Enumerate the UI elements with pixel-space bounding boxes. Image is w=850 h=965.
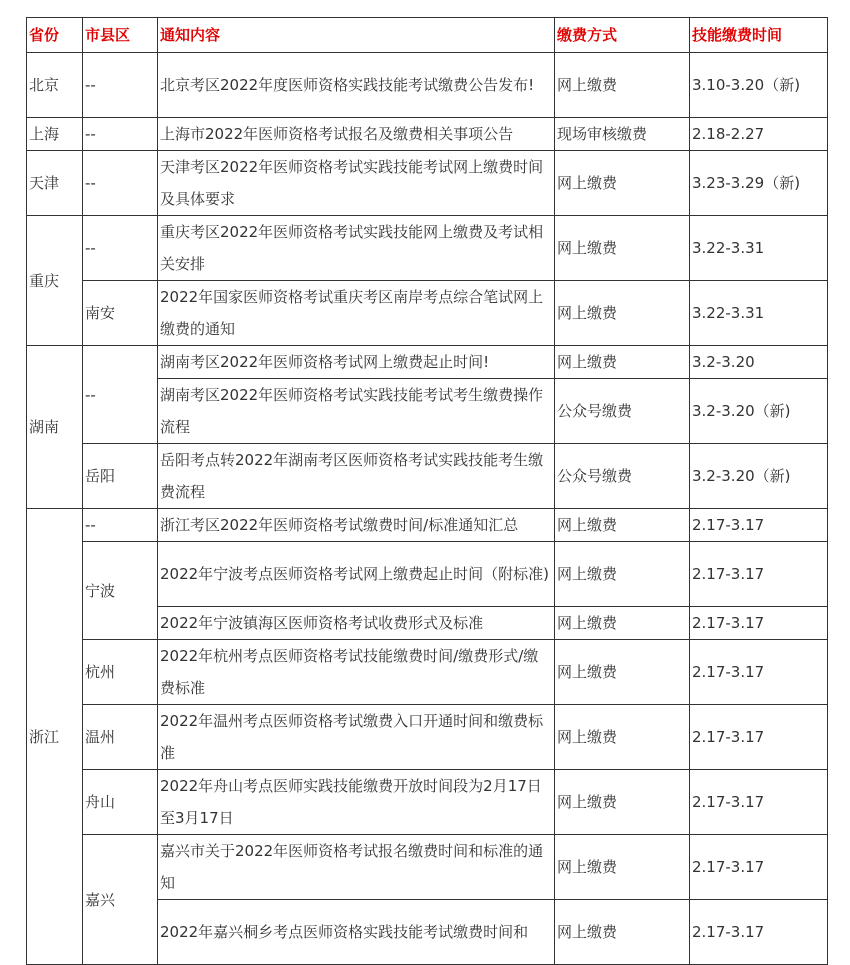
notice-link[interactable]: 2022年嘉兴桐乡考点医师资格实践技能考试缴费时间和 [158,900,555,965]
time-cell: 3.22-3.31 [690,281,828,346]
table-row [27,151,828,216]
time-cell: 2.17-3.17 [690,640,828,705]
time-cell: 2.17-3.17 [690,705,828,770]
district-cell: -- [83,118,158,151]
header-province: 省份 [27,18,83,53]
method-cell: 网上缴费 [555,770,690,835]
notice-link[interactable]: 浙江考区2022年医师资格考试缴费时间/标准通知汇总 [158,509,555,542]
method-cell: 网上缴费 [555,53,690,118]
time-cell: 3.2-3.20（新) [690,379,828,444]
district-cell: 南安 [83,281,158,346]
notice-link[interactable]: 湖南考区2022年医师资格考试网上缴费起止时间! [158,346,555,379]
method-cell: 公众号缴费 [555,444,690,509]
district-cell: 嘉兴 [83,835,158,965]
time-cell: 2.17-3.17 [690,542,828,607]
notice-link[interactable]: 天津考区2022年医师资格考试实践技能考试网上缴费时间及具体要求 [158,151,555,216]
method-cell: 公众号缴费 [555,379,690,444]
time-cell: 3.22-3.31 [690,216,828,281]
time-cell: 3.2-3.20 [690,346,828,379]
notice-link[interactable]: 2022年杭州考点医师资格考试技能缴费时间/缴费形式/缴费标准 [158,640,555,705]
province-cell: 天津 [27,151,83,216]
district-cell: -- [83,53,158,118]
time-cell: 3.10-3.20（新) [690,53,828,118]
header-time: 技能缴费时间 [690,18,828,53]
header-method: 缴费方式 [555,18,690,53]
district-cell: 温州 [83,705,158,770]
notice-link[interactable]: 2022年舟山考点医师实践技能缴费开放时间段为2月17日至3月17日 [158,770,555,835]
method-cell: 网上缴费 [555,542,690,607]
notice-link[interactable]: 湖南考区2022年医师资格考试实践技能考试考生缴费操作流程 [158,379,555,444]
method-cell: 网上缴费 [555,346,690,379]
method-cell: 网上缴费 [555,281,690,346]
table-row [27,216,828,281]
table-row [27,640,828,705]
method-cell: 现场审核缴费 [555,118,690,151]
method-cell: 网上缴费 [555,151,690,216]
time-cell: 2.17-3.17 [690,607,828,640]
method-cell: 网上缴费 [555,607,690,640]
table-row [27,346,828,379]
district-cell: 岳阳 [83,444,158,509]
notice-link[interactable]: 嘉兴市关于2022年医师资格考试报名缴费时间和标准的通知 [158,835,555,900]
method-cell: 网上缴费 [555,640,690,705]
time-cell: 3.2-3.20（新) [690,444,828,509]
fee-table [26,17,828,965]
table-row [27,509,828,542]
method-cell: 网上缴费 [555,509,690,542]
method-cell: 网上缴费 [555,216,690,281]
table-row [27,705,828,770]
district-cell: 杭州 [83,640,158,705]
notice-link[interactable]: 2022年宁波考点医师资格考试网上缴费起止时间（附标准) [158,542,555,607]
header-row [27,18,828,53]
district-cell: -- [83,509,158,542]
method-cell: 网上缴费 [555,835,690,900]
district-cell: 舟山 [83,770,158,835]
notice-link[interactable]: 2022年国家医师资格考试重庆考区南岸考点综合笔试网上缴费的通知 [158,281,555,346]
district-cell: -- [83,346,158,444]
notice-link[interactable]: 2022年宁波镇海区医师资格考试收费形式及标准 [158,607,555,640]
notice-link[interactable]: 岳阳考点转2022年湖南考区医师资格考试实践技能考生缴费流程 [158,444,555,509]
province-cell: 浙江 [27,509,83,965]
table-row [27,444,828,509]
time-cell: 2.17-3.17 [690,770,828,835]
notice-link[interactable]: 上海市2022年医师资格考试报名及缴费相关事项公告 [158,118,555,151]
time-cell: 3.23-3.29（新) [690,151,828,216]
time-cell: 2.18-2.27 [690,118,828,151]
district-cell: 宁波 [83,542,158,640]
district-cell: -- [83,216,158,281]
notice-link[interactable]: 北京考区2022年度医师资格实践技能考试缴费公告发布! [158,53,555,118]
time-cell: 2.17-3.17 [690,900,828,965]
time-cell: 2.17-3.17 [690,835,828,900]
table-row [27,542,828,607]
time-cell: 2.17-3.17 [690,509,828,542]
table-row [27,835,828,900]
table-row [27,770,828,835]
notice-link[interactable]: 重庆考区2022年医师资格考试实践技能网上缴费及考试相关安排 [158,216,555,281]
method-cell: 网上缴费 [555,900,690,965]
table-row [27,53,828,118]
header-notice: 通知内容 [158,18,555,53]
province-cell: 上海 [27,118,83,151]
province-cell: 北京 [27,53,83,118]
table-row [27,281,828,346]
province-cell: 重庆 [27,216,83,346]
notice-link[interactable]: 2022年温州考点医师资格考试缴费入口开通时间和缴费标准 [158,705,555,770]
method-cell: 网上缴费 [555,705,690,770]
district-cell: -- [83,151,158,216]
province-cell: 湖南 [27,346,83,509]
table-row [27,118,828,151]
header-district: 市县区 [83,18,158,53]
